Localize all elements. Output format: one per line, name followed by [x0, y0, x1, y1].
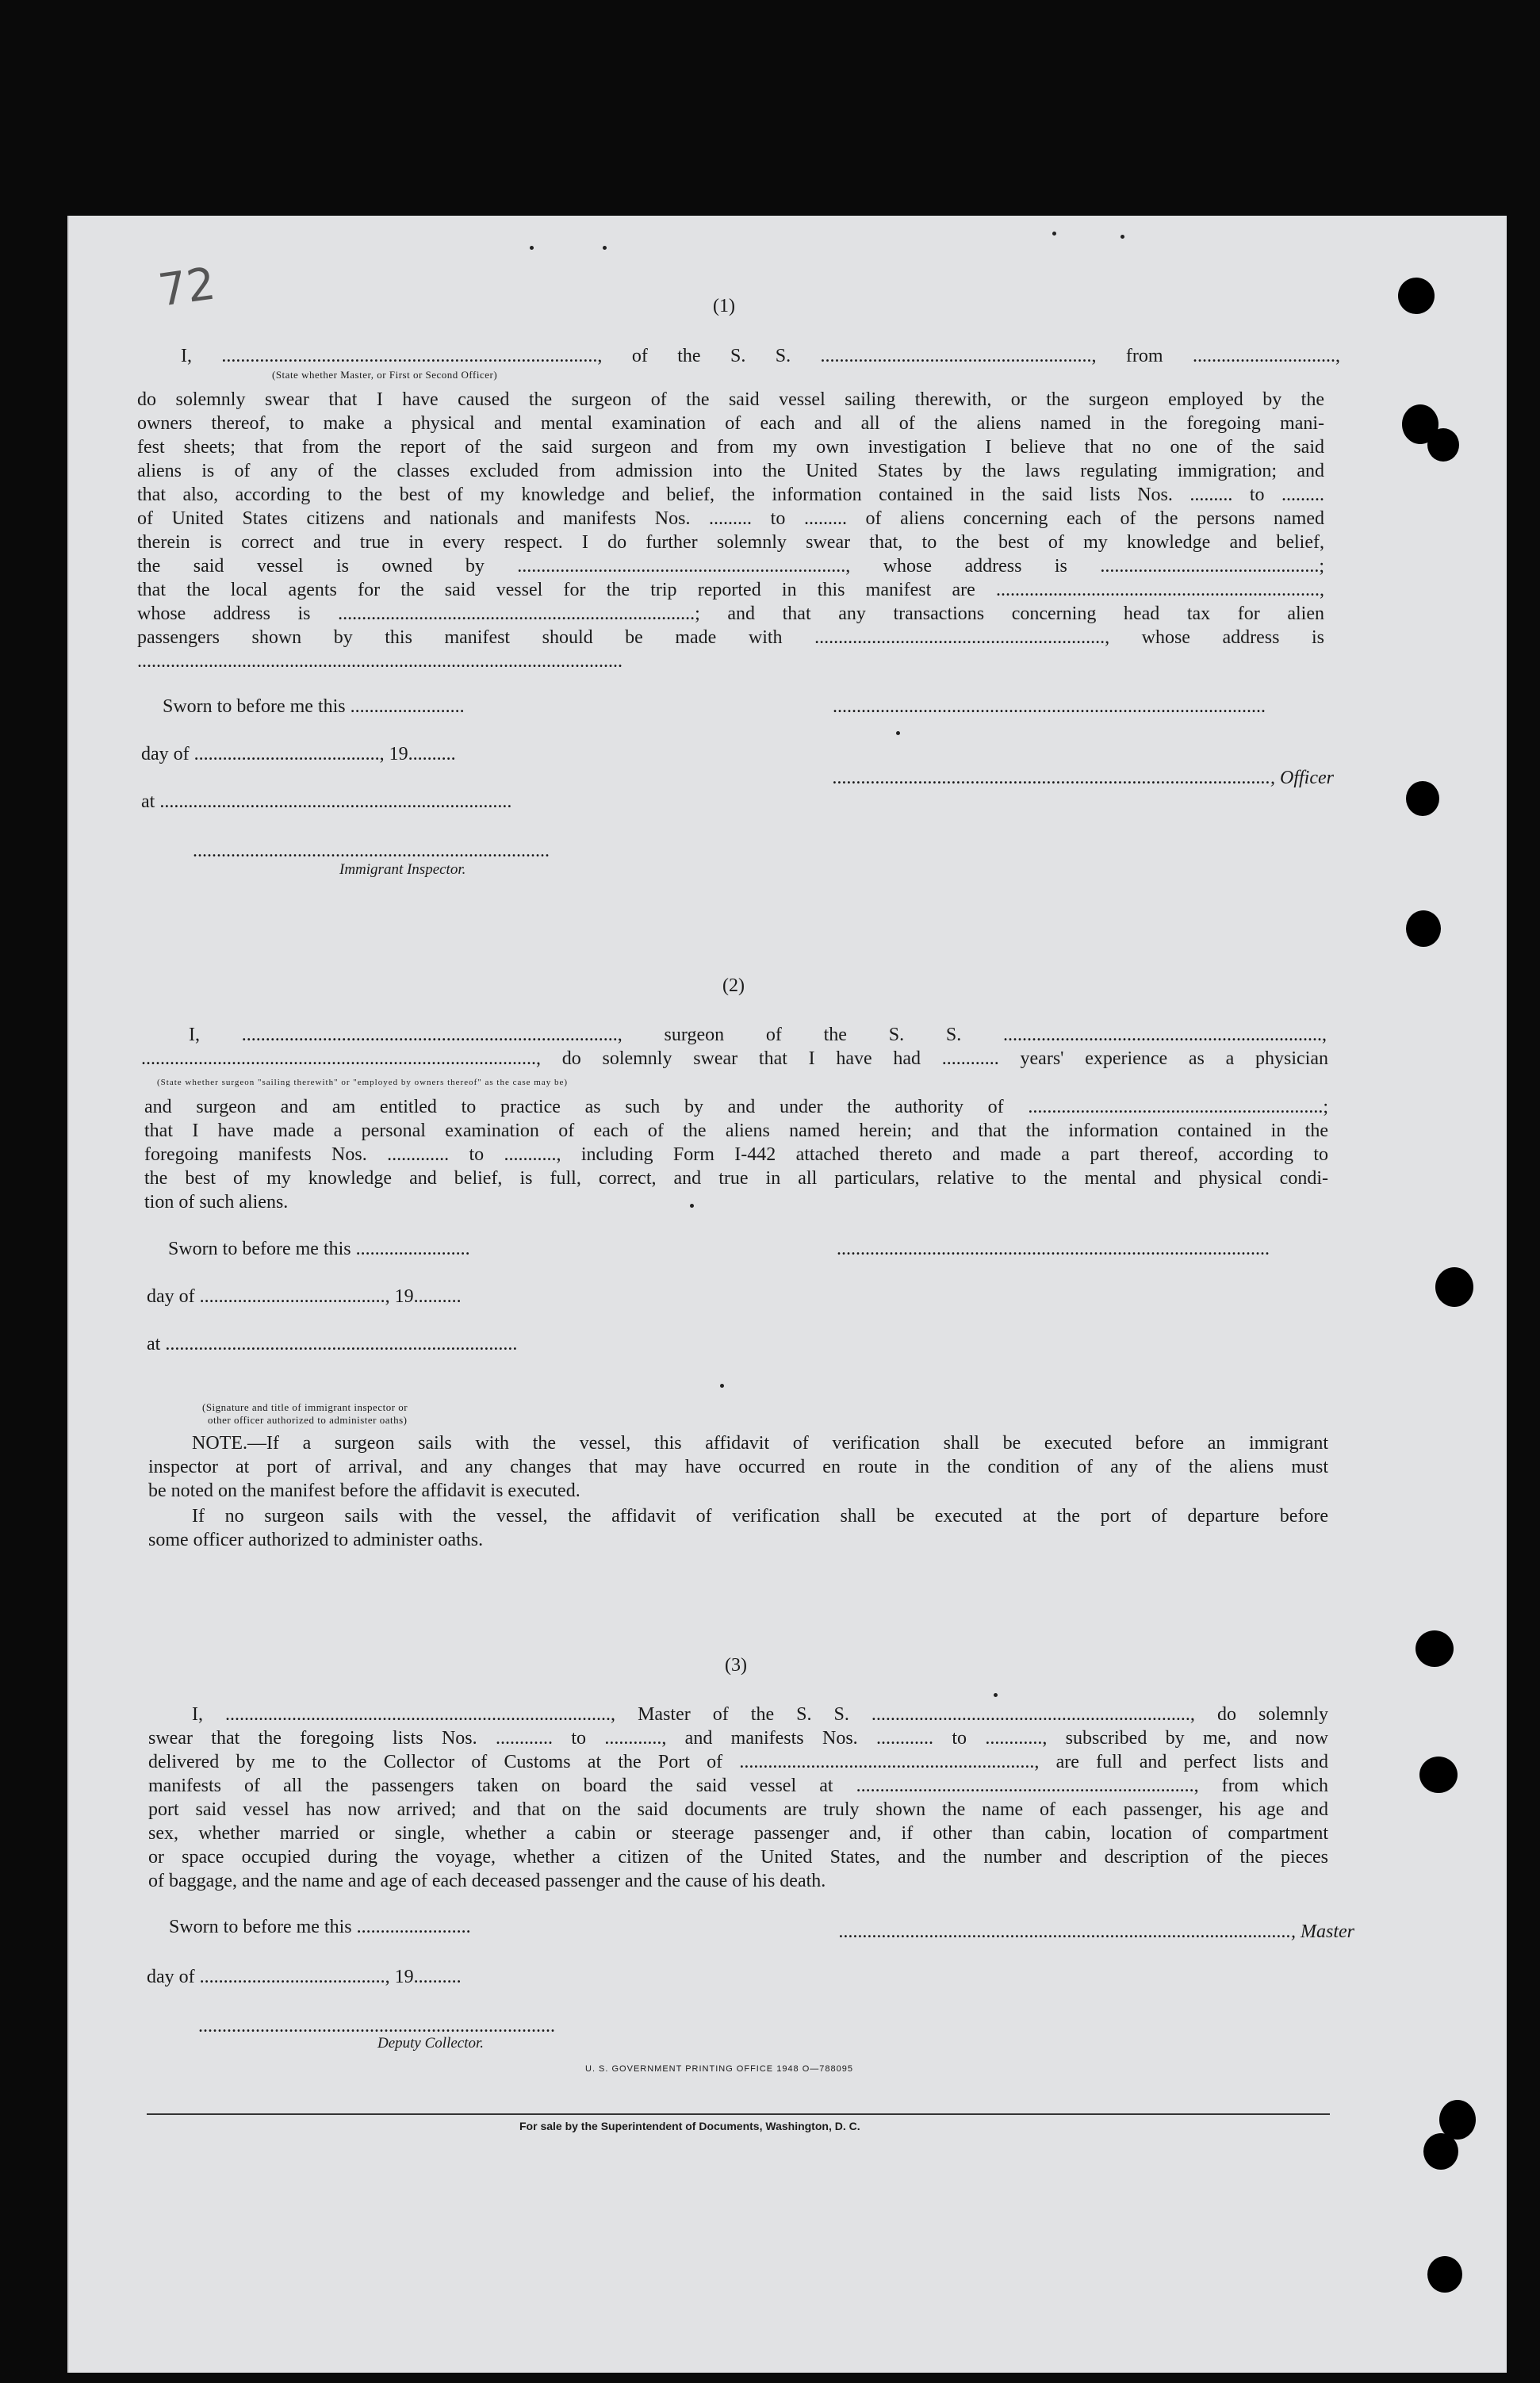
section-3-body-line: or space occupied during the voyage, whether a citizen of the United States, and the number and description of the pieces	[148, 1847, 1328, 1868]
section-2-signature-note: other officer authorized to administer oaths)	[208, 1414, 408, 1426]
section-3-day-of: day of ......................................., 19..........	[147, 1967, 462, 1987]
section-2-signature-note: (Signature and title of immigrant inspector or	[202, 1401, 408, 1413]
section-2-heading: (2)	[722, 975, 745, 996]
note-line: NOTE.—If a surgeon sails with the vessel, this affidavit of verification shall be executed before an immigrant	[192, 1433, 1328, 1454]
section-1-day-of: day of ......................................., 19..........	[141, 744, 456, 764]
section-1-body-line: therein is correct and true in every respect. I do further solemnly swear that, to the best of my knowledge and belief,	[137, 532, 1324, 553]
stray-mark	[720, 1384, 724, 1388]
section-1-inspector-label: Immigrant Inspector.	[339, 861, 466, 878]
note-line: some officer authorized to administer oaths.	[148, 1530, 484, 1550]
section-3-deputy-line: ...........................................................................	[198, 2016, 555, 2036]
punch-hole	[1427, 2256, 1462, 2293]
stray-mark	[530, 246, 534, 250]
gpo-imprint: U. S. GOVERNMENT PRINTING OFFICE 1948 O—788095	[585, 2064, 853, 2074]
section-1-body-line: the said vessel is owned by ....................................................................., whose address is ..............................................;	[137, 556, 1324, 577]
section-3-deputy-label: Deputy Collector.	[377, 2035, 485, 2052]
punch-hole	[1427, 428, 1459, 462]
section-2-at: at ..........................................................................	[147, 1334, 518, 1354]
section-1-body-line: fest sheets; that from the report of the said surgeon and from my own investigation I believe that no one of the said	[137, 437, 1324, 458]
section-1-body-line: passengers shown by this manifest should be made with ............................................................., whose address is	[137, 627, 1324, 648]
section-2-body-line: that I have made a personal examination of each of the aliens named herein; and that the information contained in the	[144, 1121, 1328, 1141]
stray-mark	[690, 1204, 694, 1208]
section-1-signature-line: ...........................................................................................	[833, 696, 1266, 717]
stray-mark	[603, 246, 607, 250]
section-2-body-line: and surgeon and am entitled to practice as such by and under the authority of ..............................................................;	[144, 1097, 1328, 1117]
punch-hole	[1406, 910, 1441, 947]
section-1-body-line: of United States citizens and nationals and manifests Nos. ......... to ......... of aliens concerning each of the persons named	[137, 508, 1324, 529]
handwritten-annotation: 72	[155, 258, 219, 317]
section-1-officer-line: ............................................................................................, Officer	[833, 768, 1334, 788]
punch-hole	[1406, 781, 1439, 816]
note-line: be noted on the manifest before the affidavit is executed.	[148, 1481, 580, 1501]
section-3-body-line: sex, whether married or single, whether a cabin or steerage passenger and, if other than cabin, location of compartment	[148, 1823, 1328, 1844]
section-2-sworn: Sworn to before me this ........................	[168, 1239, 470, 1259]
section-1-body-line: do solemnly swear that I have caused the surgeon of the said vessel sailing therewith, or the surgeon employed by the	[137, 389, 1324, 410]
section-1-heading: (1)	[713, 296, 735, 316]
section-3-body-line: delivered by me to the Collector of Customs at the Port of .............................................................., are full and perfect lists and	[148, 1752, 1328, 1772]
section-3-body-line: manifests of all the passengers taken on board the said vessel at ......................................................................., from which	[148, 1776, 1328, 1796]
section-2-body-line: the best of my knowledge and belief, is full, correct, and true in all particulars, relative to the mental and physical condi-	[144, 1168, 1328, 1189]
section-1-body-line: that also, according to the best of my knowledge and belief, the information contained in the said lists Nos. ......... to .........	[137, 485, 1324, 505]
section-3-heading: (3)	[725, 1655, 747, 1676]
footer-rule	[147, 2113, 1330, 2115]
section-2-experience-line: ..................................................................................., do solemnly swear that I have had ............ years' experience as a physician	[141, 1048, 1328, 1069]
section-1-opening-line: I, ..............................................................................., of the S. S. ........................................................., from ..............................,	[181, 346, 1340, 366]
section-1-body-line: whose address is ...........................................................................; and that any transactions concerning head tax for alien	[137, 603, 1324, 624]
punch-hole	[1398, 278, 1435, 314]
section-1-body-line: ......................................................................................................	[137, 651, 623, 672]
punch-hole	[1415, 1630, 1454, 1667]
section-2-body-line: foregoing manifests Nos. ............. to ..........., including Form I-442 attached thereto and made a part thereof, according to	[144, 1144, 1328, 1165]
section-1-body-line: aliens is of any of the classes excluded from admission into the United States by the laws regulating immigration; and	[137, 461, 1324, 481]
section-1-inspector-line: ...........................................................................	[193, 841, 550, 861]
section-1-at: at ..........................................................................	[141, 791, 512, 812]
section-1-body-line: that the local agents for the said vessel for the trip reported in this manifest are ....................................................................,	[137, 580, 1324, 600]
section-2-surgeon-note: (State whether surgeon "sailing therewith" or "employed by owners thereof" as the case may be)	[157, 1078, 569, 1087]
stray-mark	[896, 731, 900, 735]
section-2-body-line: tion of such aliens.	[144, 1192, 289, 1213]
punch-hole	[1419, 1757, 1458, 1793]
section-1-sworn: Sworn to before me this ........................	[163, 696, 465, 717]
section-3-body-line: swear that the foregoing lists Nos. ............ to ............, and manifests Nos. ............ to ............, subscribed by me, and now	[148, 1728, 1328, 1749]
section-3-sworn: Sworn to before me this ........................	[169, 1917, 471, 1937]
stray-mark	[1052, 232, 1056, 236]
section-3-master-line: ..............................................................................................., Master	[839, 1921, 1354, 1942]
stray-mark	[1121, 235, 1124, 239]
section-3-body-line: port said vessel has now arrived; and that on the said documents are truly shown the name of each passenger, his age and	[148, 1799, 1328, 1820]
note-line: inspector at port of arrival, and any changes that may have occurred en route in the condition of any of the aliens must	[148, 1457, 1328, 1477]
section-1-body-line: owners thereof, to make a physical and mental examination of each and all of the aliens named in the foregoing mani-	[137, 413, 1324, 434]
section-2-day-of: day of ......................................., 19..........	[147, 1286, 462, 1307]
section-2-opening-line: I, ..............................................................................., surgeon of the S. S. ...................................................................,	[189, 1025, 1327, 1045]
section-3-body-line: of baggage, and the name and age of each deceased passenger and the cause of his death.	[148, 1871, 826, 1891]
punch-hole	[1423, 2133, 1458, 2170]
section-2-signature-line: ...........................................................................................	[837, 1239, 1270, 1259]
note-line: If no surgeon sails with the vessel, the affidavit of verification shall be executed at the port of departure before	[192, 1506, 1328, 1527]
stray-mark	[994, 1693, 998, 1697]
punch-hole	[1435, 1267, 1473, 1307]
sale-notice: For sale by the Superintendent of Documents, Washington, D. C.	[519, 2120, 860, 2132]
section-3-body-line: I, ................................................................................., Master of the S. S. ..................................................................., do solemnly	[192, 1704, 1328, 1725]
section-1-officer-note: (State whether Master, or First or Second Officer)	[272, 369, 498, 381]
